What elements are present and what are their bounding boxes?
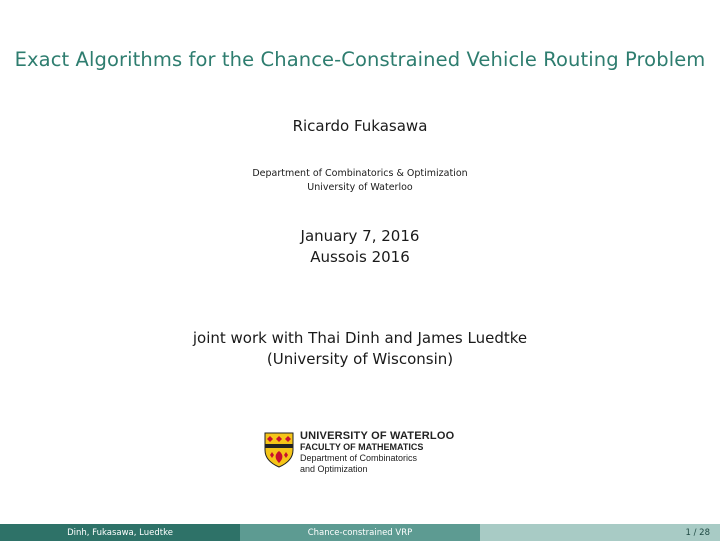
institute-university: University of Waterloo: [307, 182, 413, 193]
footer-title-text: Chance-constrained VRP: [307, 527, 413, 538]
logo-university: UNIVERSITY OF WATERLOO: [300, 430, 455, 442]
slide-title: Exact Algorithms for the Chance-Constrained Vehicle Routing Problem: [14, 48, 706, 71]
university-logo: [264, 430, 454, 480]
joint-work-authors: joint work with Thai Dinh and James Luedtke: [192, 329, 528, 347]
page-number: 1 / 28: [685, 527, 710, 538]
logo-department-cont: and Optimization: [300, 464, 368, 474]
joint-work: [0, 328, 720, 370]
logo-text: [300, 430, 454, 475]
footer-authors-text: Dinh, Fukasawa, Luedtke: [67, 527, 173, 538]
footer-title: [240, 524, 480, 541]
footer-bar: [0, 524, 720, 541]
footer-page: [480, 524, 720, 541]
joint-work-affiliation: (University of Wisconsin): [266, 350, 454, 368]
institute: [0, 167, 720, 195]
footer-authors: [0, 524, 240, 541]
date-block: [0, 226, 720, 268]
author-name: Ricardo Fukasawa: [292, 117, 428, 135]
logo-department: Department of Combinatorics: [300, 453, 418, 463]
institute-department: Department of Combinatorics & Optimization: [252, 168, 468, 179]
presentation-date: January 7, 2016: [300, 227, 420, 245]
presentation-venue: Aussois 2016: [310, 248, 410, 266]
waterloo-crest-icon: [264, 432, 294, 468]
logo-faculty: FACULTY OF MATHEMATICS: [300, 442, 424, 452]
